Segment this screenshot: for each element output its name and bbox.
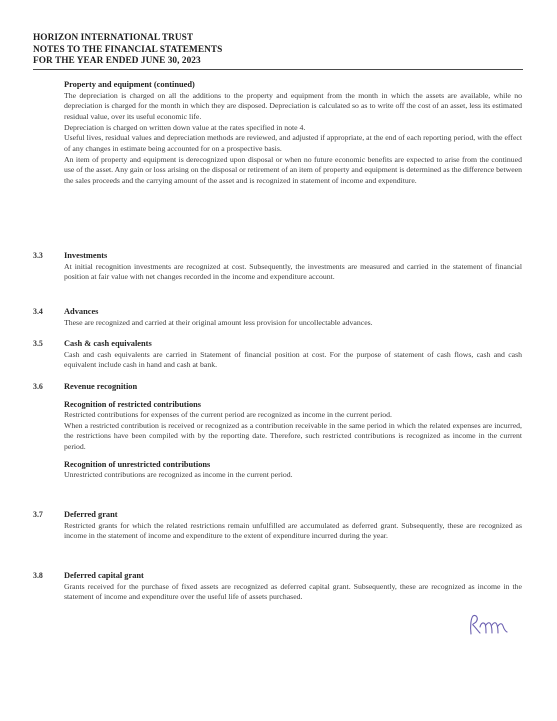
paragraph: An item of property and equipment is derecognized upon disposal or when no future economic benefits are expected to arise from the continued use of the asset. Any gain or loss arising on the disposal or retirement of an item of property and equipment is determined as the difference between the sales proceeds and the carrying amount of the asset and is recognized in statement of income and expenditure. <box>64 154 522 186</box>
section-title: Deferred grant <box>64 510 118 519</box>
paragraph: Restricted grants for which the related restrictions remain unfulfilled are accumulated as deferred grant. Subsequently, these are recognized as income in the statement of income and expenditure to the extent of expenditure incurred during the year. <box>64 520 522 541</box>
paragraph: These are recognized and carried at their original amount less provision for uncollectable advances. <box>64 317 373 327</box>
subsection-title: Recognition of unrestricted contributions <box>64 459 211 469</box>
paragraph: When a restricted contribution is received or recognized as a contribution receivable in the same period in which the related expenses are incurred, the restrictions have been compiled with by the reporting date. Therefore, such restricted contributions is recognized as income in the current period. <box>64 420 522 452</box>
signature-initials <box>467 612 527 638</box>
reporting-period: FOR THE YEAR ENDED JUNE 30, 2023 <box>33 56 201 67</box>
document-header <box>33 33 523 70</box>
section-investments <box>33 251 523 283</box>
section-advances <box>33 307 523 328</box>
section-number: 3.3 <box>33 251 43 260</box>
section-title: Cash & cash equivalents <box>64 339 152 348</box>
organization-name: HORIZON INTERNATIONAL TRUST <box>33 33 194 43</box>
subsection-title: Recognition of restricted contributions <box>64 399 201 409</box>
section-title: Revenue recognition <box>64 382 138 391</box>
paragraph: Useful lives, residual values and depreciation methods are reviewed, and adjusted if appropriate, at the end of each reporting period, with the effect of any changes in estimate being accounted for on a prospective basis. <box>64 133 522 154</box>
section-deferred-capital-grant <box>33 571 523 603</box>
section-title: Deferred capital grant <box>64 571 144 580</box>
paragraph: Restricted contributions for expenses of the current period are recognized as income in the current period. <box>64 410 392 419</box>
section-number: 3.6 <box>33 382 43 391</box>
section-title: Investments <box>64 251 108 260</box>
section-title: Advances <box>64 307 99 316</box>
paragraph: Unrestricted contributions are recognized as income in the current period. <box>64 470 293 480</box>
section-property-equipment <box>33 80 523 187</box>
section-number: 3.7 <box>33 510 43 519</box>
paragraph: Grants received for the purchase of fixed assets are recognized as deferred capital grant. Subsequently, these are recognized as income in the statement of income and expenditure over the useful life of assets purchased. <box>64 581 522 602</box>
paragraph: At initial recognition investments are recognized at cost. Subsequently, the investments are measured and carried in the statement of financial position at fair value with net changes recorded in the income and expenditure account. <box>64 261 522 282</box>
section-number: 3.4 <box>33 307 43 316</box>
section-cash <box>33 339 523 371</box>
section-deferred-grant <box>33 510 523 542</box>
document-title: NOTES TO THE FINANCIAL STATEMENTS <box>33 44 223 55</box>
section-number: 3.8 <box>33 571 43 580</box>
header-rule <box>33 69 523 70</box>
section-number: 3.5 <box>33 339 43 348</box>
section-title: Property and equipment (continued) <box>64 80 195 89</box>
paragraph: Cash and cash equivalents are carried in Statement of financial position at cost. For the purpose of statement of cash flows, cash and cash equivalent include cash in hand and cash at bank. <box>64 349 522 370</box>
signature-stroke <box>471 615 507 634</box>
paragraph: Depreciation is charged on written down value at the rates specified in note 4. <box>64 122 306 132</box>
paragraph: The depreciation is charged on all the additions to the property and equipment from the month in which the assets are available, while no depreciation is charged for the month in which they are disposed. Depreciation is calculated so as to write off the cost of an asset, less its estimated residual value, over its useful economic life. <box>64 90 522 121</box>
section-revenue-recognition <box>33 382 523 481</box>
